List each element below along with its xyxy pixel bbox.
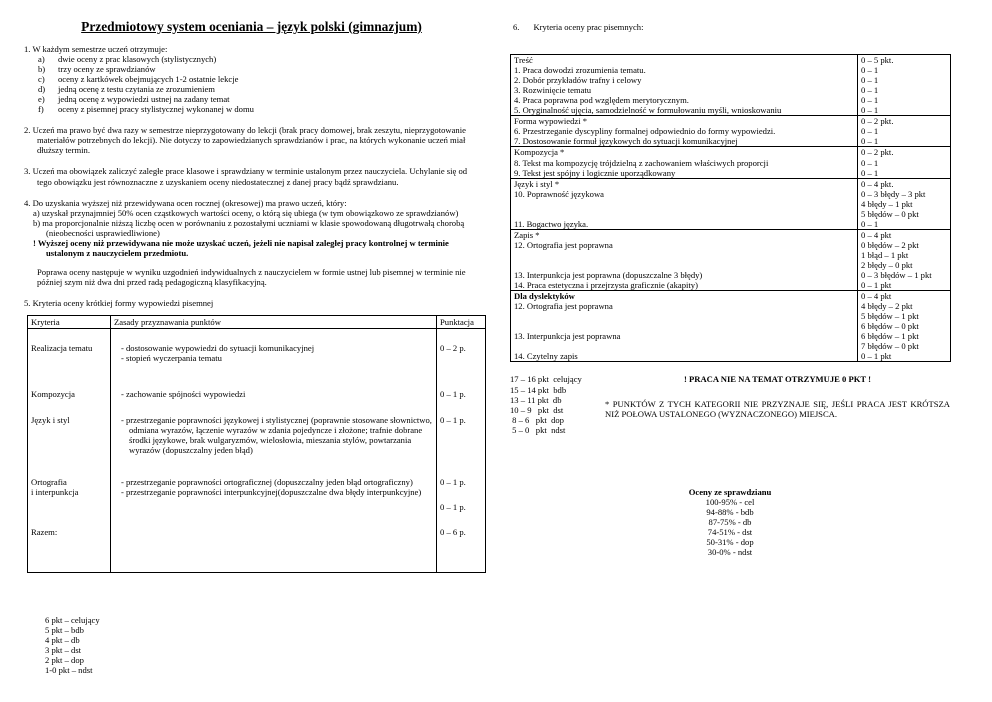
- criteria-line: Treść: [514, 55, 533, 66]
- right-column: [510, 0, 950, 557]
- list-item: [24, 104, 479, 114]
- list-item-text: jedną ocenę z wypowiedzi ustnej na zadany temat: [58, 94, 230, 105]
- criteria-line: 10. Poprawność językowa: [514, 188, 604, 199]
- criteria-line: [514, 199, 854, 209]
- test-grade-line: 50-31% - dop: [706, 536, 754, 547]
- grade-name: db: [552, 394, 562, 405]
- points-line: 2 błędy – 0 pkt: [861, 259, 913, 270]
- rules-list: [121, 389, 433, 415]
- points-line: 0 – 3 błędów – 1 pkt: [861, 270, 932, 281]
- criteria-line: [514, 321, 854, 331]
- grade-name: dst: [553, 404, 564, 415]
- criteria-line: 5. Oryginalność ujęcia, samodzielność w formułowaniu myśli, wnioskowaniu: [514, 105, 782, 116]
- points-line: 0 – 5 pkt.: [861, 55, 894, 66]
- grade-line: 2 pkt – dop: [45, 655, 84, 666]
- grade-name: celujący: [553, 374, 582, 385]
- list-item-key: c): [38, 74, 45, 85]
- points-line: 0 – 1: [861, 167, 879, 178]
- grade-line: 4 pkt – db: [45, 635, 80, 646]
- points-line: 0 – 1: [861, 126, 879, 137]
- rule: - zachowanie spójności wypowiedzi: [121, 389, 246, 400]
- section-1-list: [24, 54, 479, 114]
- points-value: 0 – 6 p.: [440, 527, 466, 538]
- grade-points: 13 – 11 pkt: [510, 394, 549, 405]
- points-value: 0 – 1 p.: [440, 415, 466, 426]
- section-4-warning: ! Wyższej oceny niż przewidywana nie może uzyskać uczeń, jeżeli nie napisał zaległej pracy kontrolnej w terminie ustalonym z nauczycielem przedmiotu.: [33, 237, 449, 258]
- criteria-name: Realizacja tematu: [31, 343, 93, 354]
- section-1: [24, 44, 479, 114]
- grades-and-notes: [510, 374, 950, 434]
- grade-line: 5 pkt – bdb: [45, 625, 84, 636]
- points-list: [440, 343, 482, 389]
- points-value: 0 – 2 p.: [440, 343, 466, 354]
- criteria-line: 11. Bogactwo języka.: [514, 218, 589, 229]
- list-item-text: jedną ocenę z testu czytania ze zrozumieniem: [58, 84, 215, 95]
- points-line: 7 błędów – 0 pkt: [861, 341, 919, 352]
- grade-points: 17 – 16 pkt: [510, 374, 549, 385]
- list-item-text: oceny z kartkówek obejmujących 1-2 ostatnie lekcje: [58, 74, 239, 85]
- criteria-line: 12. Ortografia jest poprawna: [514, 239, 613, 250]
- criteria-line: Dla dyslektyków: [511, 290, 857, 301]
- section-4-a: a) uzyskał przynajmniej 50% ocen cząstkowych wartości oceny, o którą się ubiega (w tym obowiązkowo ze sprawdzianów): [33, 207, 459, 218]
- grade-line: [510, 385, 605, 395]
- grade-name: bdb: [553, 384, 567, 395]
- criteria-line: 3. Rozwinięcie tematu: [514, 85, 592, 96]
- grade-line: [510, 425, 605, 435]
- test-grades-head: Oceny ze sprawdzianu: [688, 486, 772, 497]
- points-line: 0 – 1: [861, 95, 879, 106]
- points-line: 0 – 4 pkt: [858, 290, 950, 301]
- criteria-column: [511, 55, 858, 362]
- test-grade-line: 74-51% - dst: [707, 526, 753, 537]
- points-line: 0 – 1 pkt: [861, 351, 892, 362]
- criteria-name: Ortografia i interpunkcja: [31, 477, 79, 498]
- written-work-table: [510, 54, 951, 362]
- points-line: 0 – 2 pkt.: [858, 146, 950, 157]
- points-value: 0 – 1 p.: [440, 502, 466, 513]
- points-line: 0 – 1: [861, 157, 879, 168]
- criteria-line: 8. Tekst ma kompozycję trójdzielną z zachowaniem właściwych proporcji: [514, 157, 769, 168]
- rule: - przestrzeganie poprawności językowej i stylistycznej (poprawnie stosowane słownictwo, odmiana wyrazów, łączenie wyrazów w zdania pojedyncze i złożone; trafnie dobrane środki językowe, brak wulgaryzmów, wielosłowia, mieszania stylów, powtarzania wyrazów (dopuszczalny jeden błąd): [121, 415, 432, 456]
- criteria-line: [514, 341, 854, 351]
- criteria-line: Zapis *: [511, 229, 857, 240]
- list-item-text: dwie oceny z prac klasowych (stylistycznych): [58, 54, 217, 65]
- criteria-line: 13. Interpunkcja jest poprawna (dopuszczalne 3 błędy): [514, 270, 703, 281]
- points-line: 0 – 1: [861, 85, 879, 96]
- points-line: 0 – 4 pkt.: [858, 178, 950, 189]
- grade-line: 1-0 pkt – ndst: [45, 665, 93, 676]
- grade-line: 3 pkt – dst: [45, 645, 82, 656]
- section-5-head: 5. Kryteria oceny krótkiej formy wypowiedzi pisemnej: [24, 297, 214, 308]
- section-4-b: b) ma proporcjonalnie niższą liczbę ocen w porównaniu z pozostałymi uczniami w klasie spowodowaną długotrwałą chorobą (nieobecności usprawiedliwione): [33, 217, 465, 238]
- grade-line: [510, 395, 605, 405]
- table-row: [28, 329, 486, 573]
- rules-cell: [111, 329, 437, 573]
- list-item: [24, 64, 479, 74]
- test-grade-line: 94-88% - bdb: [706, 506, 754, 517]
- list-item-key: b): [38, 64, 46, 75]
- criteria-line: 7. Dostosowanie formuł językowych do sytuacji komunikacyjnej: [514, 136, 738, 147]
- off-topic-warning: ! PRACA NIE NA TEMAT OTRZYMUJE 0 PKT !: [683, 374, 871, 385]
- section-4: [24, 198, 479, 258]
- list-item-key: f): [38, 104, 44, 115]
- points-list: [440, 389, 482, 415]
- points-line: 0 – 4 pkt: [858, 229, 950, 240]
- criteria-line: 2. Dobór przykładów trafny i celowy: [514, 75, 642, 86]
- points-line: 5 błędów – 0 pkt: [861, 208, 919, 219]
- criteria-line: 1. Praca dowodzi zrozumienia tematu.: [514, 65, 646, 76]
- criteria-line: [514, 311, 854, 321]
- criteria-line: 14. Praca estetyczna i przejrzysta graficznie (akapity): [514, 280, 698, 291]
- points-value: 0 – 1 p.: [440, 389, 466, 400]
- list-item: [24, 54, 479, 64]
- points-list: [440, 477, 482, 527]
- rules-list: [121, 415, 433, 477]
- table-header-row: [28, 315, 486, 328]
- grade-name: ndst: [551, 424, 566, 435]
- grade-scale-short: [45, 615, 479, 675]
- points-column: [858, 55, 951, 362]
- criteria-line: 12. Ortografia jest poprawna: [514, 301, 613, 312]
- page-title: Przedmiotowy system oceniania – język polski (gimnazjum): [81, 19, 422, 34]
- test-grade-line: 87-75% - db: [708, 516, 752, 527]
- points-line: 6 błędów – 0 pkt: [861, 321, 919, 332]
- points-line: 0 – 2 pkt.: [858, 115, 950, 126]
- points-line: 0 – 1: [861, 136, 879, 147]
- grade-points: 5 – 0 pkt: [510, 424, 547, 435]
- section-4-extra: Poprawa oceny następuje w wyniku uzgodnień indywidualnych z nauczycielem w formie ustnej lub pisemnej w terminie nie później szym niż dwa dni przed radą pedagogiczną klasyfikacyjną.: [37, 266, 466, 287]
- list-item: [24, 84, 479, 94]
- left-column: [24, 0, 479, 675]
- criteria-line: 9. Tekst jest spójny i logicznie uporządkowany: [514, 167, 676, 178]
- criteria-line: 6. Przestrzeganie dyscypliny formalnej odpowiednio do formy wypowiedzi.: [514, 126, 776, 137]
- test-grade-line: 100-95% - cel: [705, 496, 755, 507]
- points-list: [440, 527, 482, 571]
- grade-points: 10 – 9 pkt: [510, 404, 549, 415]
- criteria-line: [514, 260, 854, 270]
- section-6-head: 6. Kryteria oceny prac pisemnych:: [513, 22, 644, 32]
- criteria-name: Język i styl: [31, 415, 70, 426]
- criteria-line: [514, 250, 854, 260]
- section-2: 2. Uczeń ma prawo być dwa razy w semestrze nieprzygotowany do lekcji (brak pracy domowej, brak zeszytu, nieprzygotowanie materiałów potrzebnych do lekcji). Nie dotyczy to zapowiedzianych sprawdzianów i prac, na których wykonanie uczeń miał dłuższy termin.: [24, 125, 466, 156]
- grade-line: 6 pkt – celujący: [45, 615, 100, 626]
- list-item-key: d): [38, 84, 46, 95]
- rule: - przestrzeganie poprawności interpunkcyjnej(dopuszczalne dwa błędy interpunkcyjne): [121, 487, 422, 498]
- list-item-key: a): [38, 54, 45, 65]
- list-item-text: trzy oceny ze sprawdzianów: [58, 64, 156, 75]
- points-line: 0 błędów – 2 pkt: [861, 239, 919, 250]
- grade-name: dop: [551, 414, 564, 425]
- points-line: 5 błędów – 1 pkt: [861, 311, 919, 322]
- grade-points: 8 – 6 pkt: [510, 414, 547, 425]
- points-cell: [437, 329, 486, 573]
- section-3: 3. Uczeń ma obowiązek zaliczyć zaległe prace klasowe i sprawdziany w terminie ustalonym przez nauczyciela. Uchylanie się od tego obowiązku jest równoznaczne z uzyskaniem oceny niedostatecznej z danej pracy bądź sprawdzianu.: [24, 166, 468, 187]
- table-header-cell: Kryteria: [28, 315, 111, 328]
- criteria-table: [27, 315, 486, 573]
- list-item: [24, 94, 479, 104]
- rule: - dostosowanie wypowiedzi do sytuacji komunikacyjnej: [121, 343, 315, 354]
- points-line: 0 – 1: [861, 218, 879, 229]
- criteria-line: Forma wypowiedzi *: [511, 115, 857, 126]
- length-note: * PUNKTÓW Z TYCH KATEGORII NIE PRZYZNAJE SIĘ, JEŚLI PRACA JEST KRÓTSZA NIŻ POŁOWA USTALONEGO (WYZNACZONEGO) MIEJSCA.: [605, 398, 950, 419]
- criteria-name: Kompozycja: [31, 389, 75, 400]
- points-line: 0 – 3 błędy – 3 pkt: [861, 188, 926, 199]
- rules-list: [121, 527, 433, 571]
- criteria-line: 4. Praca poprawna pod względem merytorycznym.: [514, 95, 689, 106]
- points-list: [440, 415, 482, 477]
- points-value: 0 – 1 p.: [440, 477, 466, 488]
- criteria-line: [514, 209, 854, 219]
- points-line: 1 błąd – 1 pkt: [861, 249, 909, 260]
- grade-line: [510, 415, 605, 425]
- list-item-text: oceny z pisemnej pracy stylistycznej wykonanej w domu: [58, 104, 254, 115]
- table-header-cell: Punktacja: [437, 315, 486, 328]
- test-grades: [510, 487, 950, 557]
- grade-scale-long: [510, 374, 605, 434]
- criteria-name: Razem:: [31, 527, 58, 538]
- rules-list: [121, 477, 433, 527]
- points-line: 0 – 1: [861, 105, 879, 116]
- points-line: 4 błędy – 2 pkt: [861, 301, 913, 312]
- grade-points: 15 – 14 pkt: [510, 384, 549, 395]
- criteria-line: 14. Czytelny zapis: [514, 351, 578, 362]
- section-1-head: 1. W każdym semestrze uczeń otrzymuje:: [24, 44, 168, 54]
- list-item: [24, 74, 479, 84]
- points-line: 0 – 1: [861, 65, 879, 76]
- section-4-head: 4. Do uzyskania wyższej niż przewidywana ocen rocznej (okresowej) ma prawo uczeń, który:: [24, 197, 347, 208]
- rules-list: [121, 343, 433, 389]
- points-line: 4 błędy – 1 pkt: [861, 198, 913, 209]
- criteria-cell: [28, 329, 111, 573]
- criteria-line: Język i styl *: [511, 178, 857, 189]
- points-line: 0 – 1: [861, 75, 879, 86]
- test-grade-line: 30-0% - ndst: [707, 547, 753, 558]
- list-item-key: e): [38, 94, 45, 105]
- table-header-cell: Zasady przyznawania punktów: [111, 315, 437, 328]
- criteria-line: Kompozycja *: [511, 146, 857, 157]
- criteria-line: 13. Interpunkcja jest poprawna: [514, 331, 621, 342]
- grade-line: [510, 374, 605, 384]
- rule: - stopień wyczerpania tematu: [121, 353, 222, 364]
- rule: - przestrzeganie poprawności ortograficznej (dopuszczalny jeden błąd ortograficzny): [121, 477, 413, 488]
- grade-line: [510, 405, 605, 415]
- points-line: 6 błędów – 1 pkt: [861, 331, 919, 342]
- points-line: 0 – 1 pkt: [861, 280, 892, 291]
